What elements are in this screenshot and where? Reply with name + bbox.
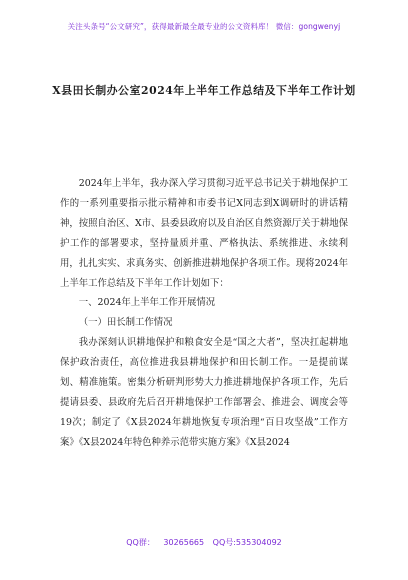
header-promo-banner: 关注头条号“公文研究”，获得最新最全最专业的公文资料库！ 微信：gongwenyj (67, 22, 341, 31)
section-heading: 一、2024年上半年工作开展情况 (78, 297, 216, 309)
intro-paragraph: 2024年上半年，我办深入学习贯彻习近平总书记关于耕地保护工作的一系列重要指示批示精神和市委书记X同志到X调研时的讲话精神，按照自治区、X市、县委县政府以及自治区自然资源厅关于耕地保护工作的部署要求，坚持量质并重、严格执法、系统推进、永续利用，扎扎实实、求真务实、创新推进耕地保护各项工作。现将2024年上半年工作总结及下半年工作计划如下： (60, 178, 348, 289)
footer-contact-banner: QQ群： 30265665 QQ号:535304092 (126, 538, 282, 547)
body-paragraph: 我办深刻认识耕地保护和粮食安全是“国之大者”，坚决扛起耕地保护政治责任，高位推进我县耕地保护和田长制工作。一是提前谋划、精准施策。密集分析研判形势大力推进耕地保护各项工作，先后提请县委、县政府先后召开耕地保护工作部署会、推进会、调度会等19次；制定了《X县2024年耕地恢复专项治理“百日攻坚战”工作方案》《X县2024年特色种养示范带实施方案》《X县2024 (60, 337, 348, 448)
subsection-heading: （一）田长制工作情况 (78, 317, 173, 329)
document-title: X县田长制办公室2024年上半年工作总结及下半年工作计划 (52, 84, 356, 97)
document-body (60, 174, 348, 453)
